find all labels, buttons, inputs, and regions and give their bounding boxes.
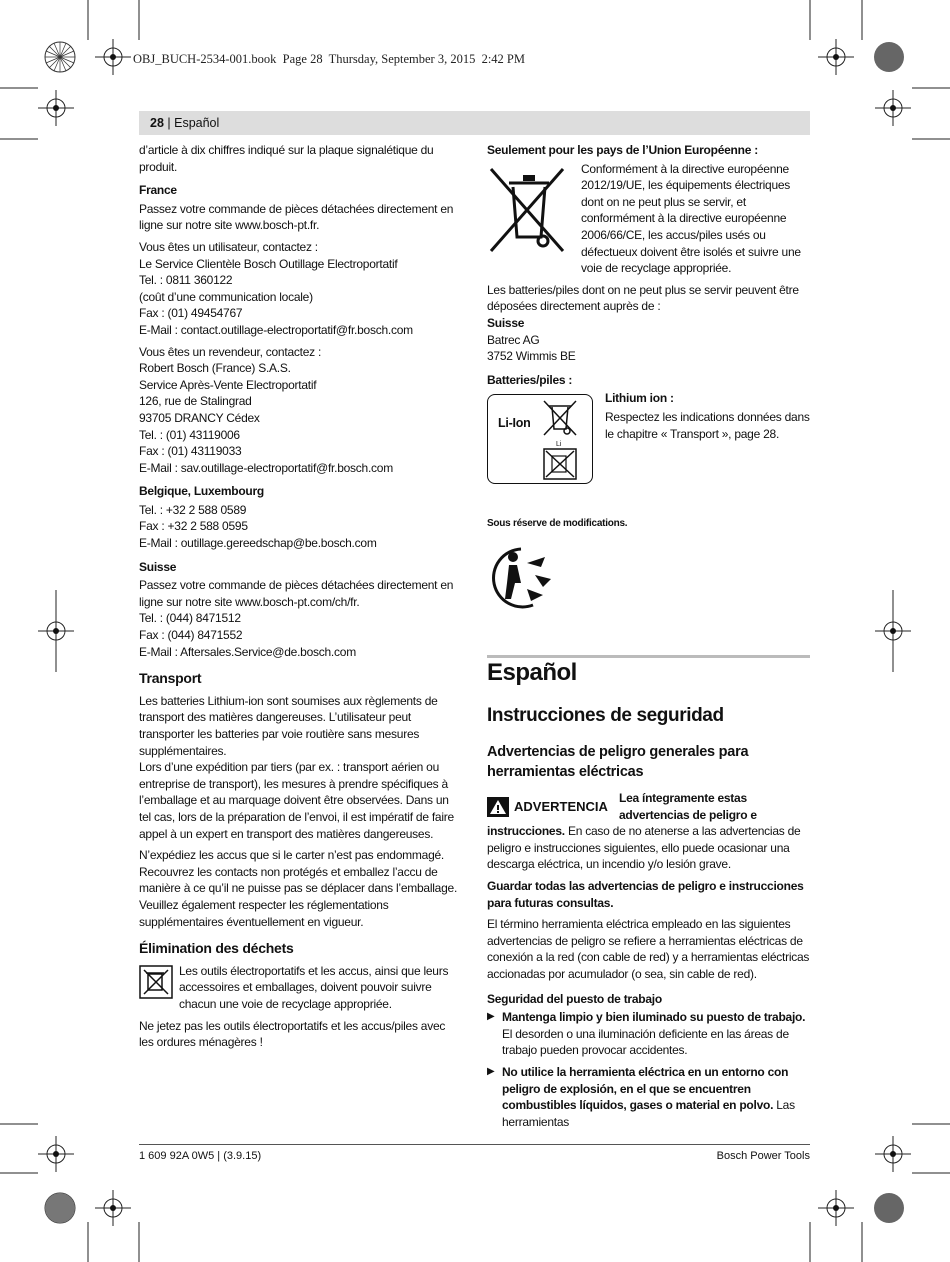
page-header-bar: [139, 111, 810, 135]
bullet-clean-workplace: ▶ Mantenga limpio y bien iluminado su puesto de trabajo. El desorden o una iluminación deficiente en las áreas de trabajo pueden provocar accidentes.: [487, 1010, 806, 1058]
es-title: Español: [487, 659, 577, 686]
left-column: [139, 142, 461, 1056]
battery-bin-crossed-icon: [540, 399, 580, 441]
li-ion-label: Li-Ion: [498, 416, 531, 431]
transport-heading: Transport: [139, 670, 202, 687]
spanish-section: [487, 658, 810, 1130]
disposal-heading: Élimination des déchets: [139, 940, 294, 957]
lithium-title: Lithium ion :: [605, 391, 674, 406]
bullet-explosive-environment: ▶ No utilice la herramienta eléctrica en un entorno con peligro de explosión, en el que se encuentren combustibles líquidos, gases o material en polvo. Las herramientas: [487, 1064, 795, 1129]
warning-block: [487, 790, 810, 873]
warnings-title: Advertencias de peligro generales para herramientas eléctricas: [487, 744, 749, 780]
footer-brand: Bosch Power Tools: [716, 1150, 810, 1162]
france-user-contact: Vous êtes un utilisateur, contactez : Le Service Clientèle Bosch Outillage Electroportatif Tel. : 0811 360122 (coût d’une communication locale) Fax : (01) 49454767 E-Mail : contact.outillage-electroportatif@fr.bosch.com: [139, 239, 413, 337]
lithium-info: [605, 391, 810, 484]
suisse-title: Suisse: [139, 559, 177, 574]
wheelie-bin-crossed-icon: [139, 965, 173, 999]
belgium-title: Belgique, Luxembourg: [139, 484, 265, 499]
warning-text: Lea íntegramente estas advertencias de peligro e instrucciones. En caso de no atenerse a las advertencias de peligro e instrucciones siguientes, ello puede ocasionar una descarga eléctrica, un incendio y/o lesión grave.: [487, 791, 801, 872]
footer-code: 1 609 92A 0W5 | (3.9.15): [139, 1150, 262, 1162]
france-order-text: Passez votre commande de pièces détachées directement en ligne sur notre site www.bosch-pt.fr.: [139, 201, 454, 233]
no-household-waste-icon: [543, 448, 577, 480]
page-header: 28 | Español: [150, 116, 220, 130]
page-number: 28: [150, 116, 164, 130]
weee-bin-crossed-icon: [487, 165, 567, 255]
advertencia-label: ADVERTENCIA: [487, 796, 611, 818]
bullet-arrow-icon: ▶: [487, 1065, 495, 1077]
suisse-title-right: Suisse: [487, 315, 525, 330]
intro-text: d’article à dix chiffres indiqué sur la plaque signalétique du produit.: [139, 143, 434, 174]
triman-recycling-icon: [487, 543, 559, 613]
keep-instructions: Guardar todas las advertencias de peligro e instrucciones para futuras consultas.: [487, 878, 804, 910]
right-column: [487, 142, 810, 618]
workplace-title: Seguridad del puesto de trabajo: [487, 991, 662, 1006]
li-ion-label-box: [487, 394, 593, 484]
li-small-label: Li: [556, 441, 561, 449]
batteries-title: Batteries/piles :: [487, 372, 573, 387]
term-text: El término herramienta eléctrica empleado en las siguientes advertencias de peligro se refiere a herramientas eléctricas de conexión a la red (con cable de red) y a herramientas eléctricas accionadas por acumulador (o sea, sin cable de red).: [487, 917, 810, 981]
batteries-deposit: Les batteries/piles dont on ne peut plus se servir peuvent être déposées directement auprès de :: [487, 282, 799, 314]
disposal-row: [139, 963, 461, 1018]
suisse-contact: Passez votre commande de pièces détachées directement en ligne sur notre site www.bosch-pt.com/ch/fr. Tel. : (044) 8471512 Fax : (044) 8471552 E-Mail : Aftersales.Service@de.bosch.com: [139, 578, 454, 659]
disposal-p2: Ne jetez pas les outils électroportatifs et les accus/piles avec les ordures ménagères !: [139, 1018, 446, 1050]
belgium-contact: Tel. : +32 2 588 0589 Fax : +32 2 588 0595 E-Mail : outillage.gereedschap@be.bosch.com: [139, 502, 377, 551]
safety-title: Instrucciones de seguridad: [487, 705, 724, 726]
reserve-note: Sous réserve de modifications.: [487, 518, 628, 530]
transport-p1: Les batteries Lithium-ion sont soumises aux règlements de transport des matières dangereuses. L’utilisateur peut transporter les batteries par voie routière sans mesures supplémentaires.: [139, 693, 438, 758]
warning-triangle-icon: [487, 797, 509, 817]
header-language: Español: [174, 116, 220, 130]
eu-text: Conformément à la directive européenne 2012/19/UE, les équipements électriques dont on ne peut plus se servir, et conformément à la directive européenne 2006/66/CE, les accus/piles usés ou défectueux doivent être isolés et suivre une voie de recyclage appropriée.: [581, 161, 801, 276]
transport-p3: N’expédiez les accus que si le carter n’est pas endommagé. Recouvrez les contacts non protégés et emballez l’accu de manière à ce qu’il ne puisse pas se déplacer dans l’emballage. Veuillez également respecter les réglementations supplémentaires éventuellement en vigueur.: [139, 848, 458, 929]
eu-title: Seulement pour les pays de l’Union Européenne :: [487, 143, 758, 157]
batrec-address: Batrec AG 3752 Wimmis BE: [487, 332, 576, 364]
france-title: France: [139, 183, 177, 198]
bullet-arrow-icon: ▶: [487, 1011, 495, 1023]
lithium-text: Respectez les indications données dans le chapitre « Transport », page 28.: [605, 409, 810, 441]
disposal-p1: Les outils électroportatifs et les accus, ainsi que leurs accessoires et emballages, doivent pouvoir suivre chacun une voie de recyclage appropriée.: [179, 963, 449, 1011]
eu-row: [487, 161, 810, 282]
li-ion-row: [487, 391, 810, 484]
transport-p2: Lors d’une expédition par tiers (par ex. : transport aérien ou entreprise de transport), les mesures à prendre spécifiques à l’emballage et au marquage doivent être observées. Dans un tel cas, lors de la préparation de l’envoi, il est impératif de faire appel à un expert en transport des matières dangereuses.: [139, 760, 454, 841]
print-header: OBJ_BUCH-2534-001.book Page 28 Thursday, September 3, 2015 2:42 PM: [133, 52, 525, 66]
footer-rule: [139, 1144, 810, 1145]
france-dealer-contact: Vous êtes un revendeur, contactez : Robert Bosch (France) S.A.S. Service Après-Vente Electroportatif 126, rue de Stalingrad 93705 DRANCY Cédex Tel. : (01) 43119006 Fax : (01) 43119033 E-Mail : sav.outillage-electroportatif@fr.bosch.com: [139, 344, 393, 475]
